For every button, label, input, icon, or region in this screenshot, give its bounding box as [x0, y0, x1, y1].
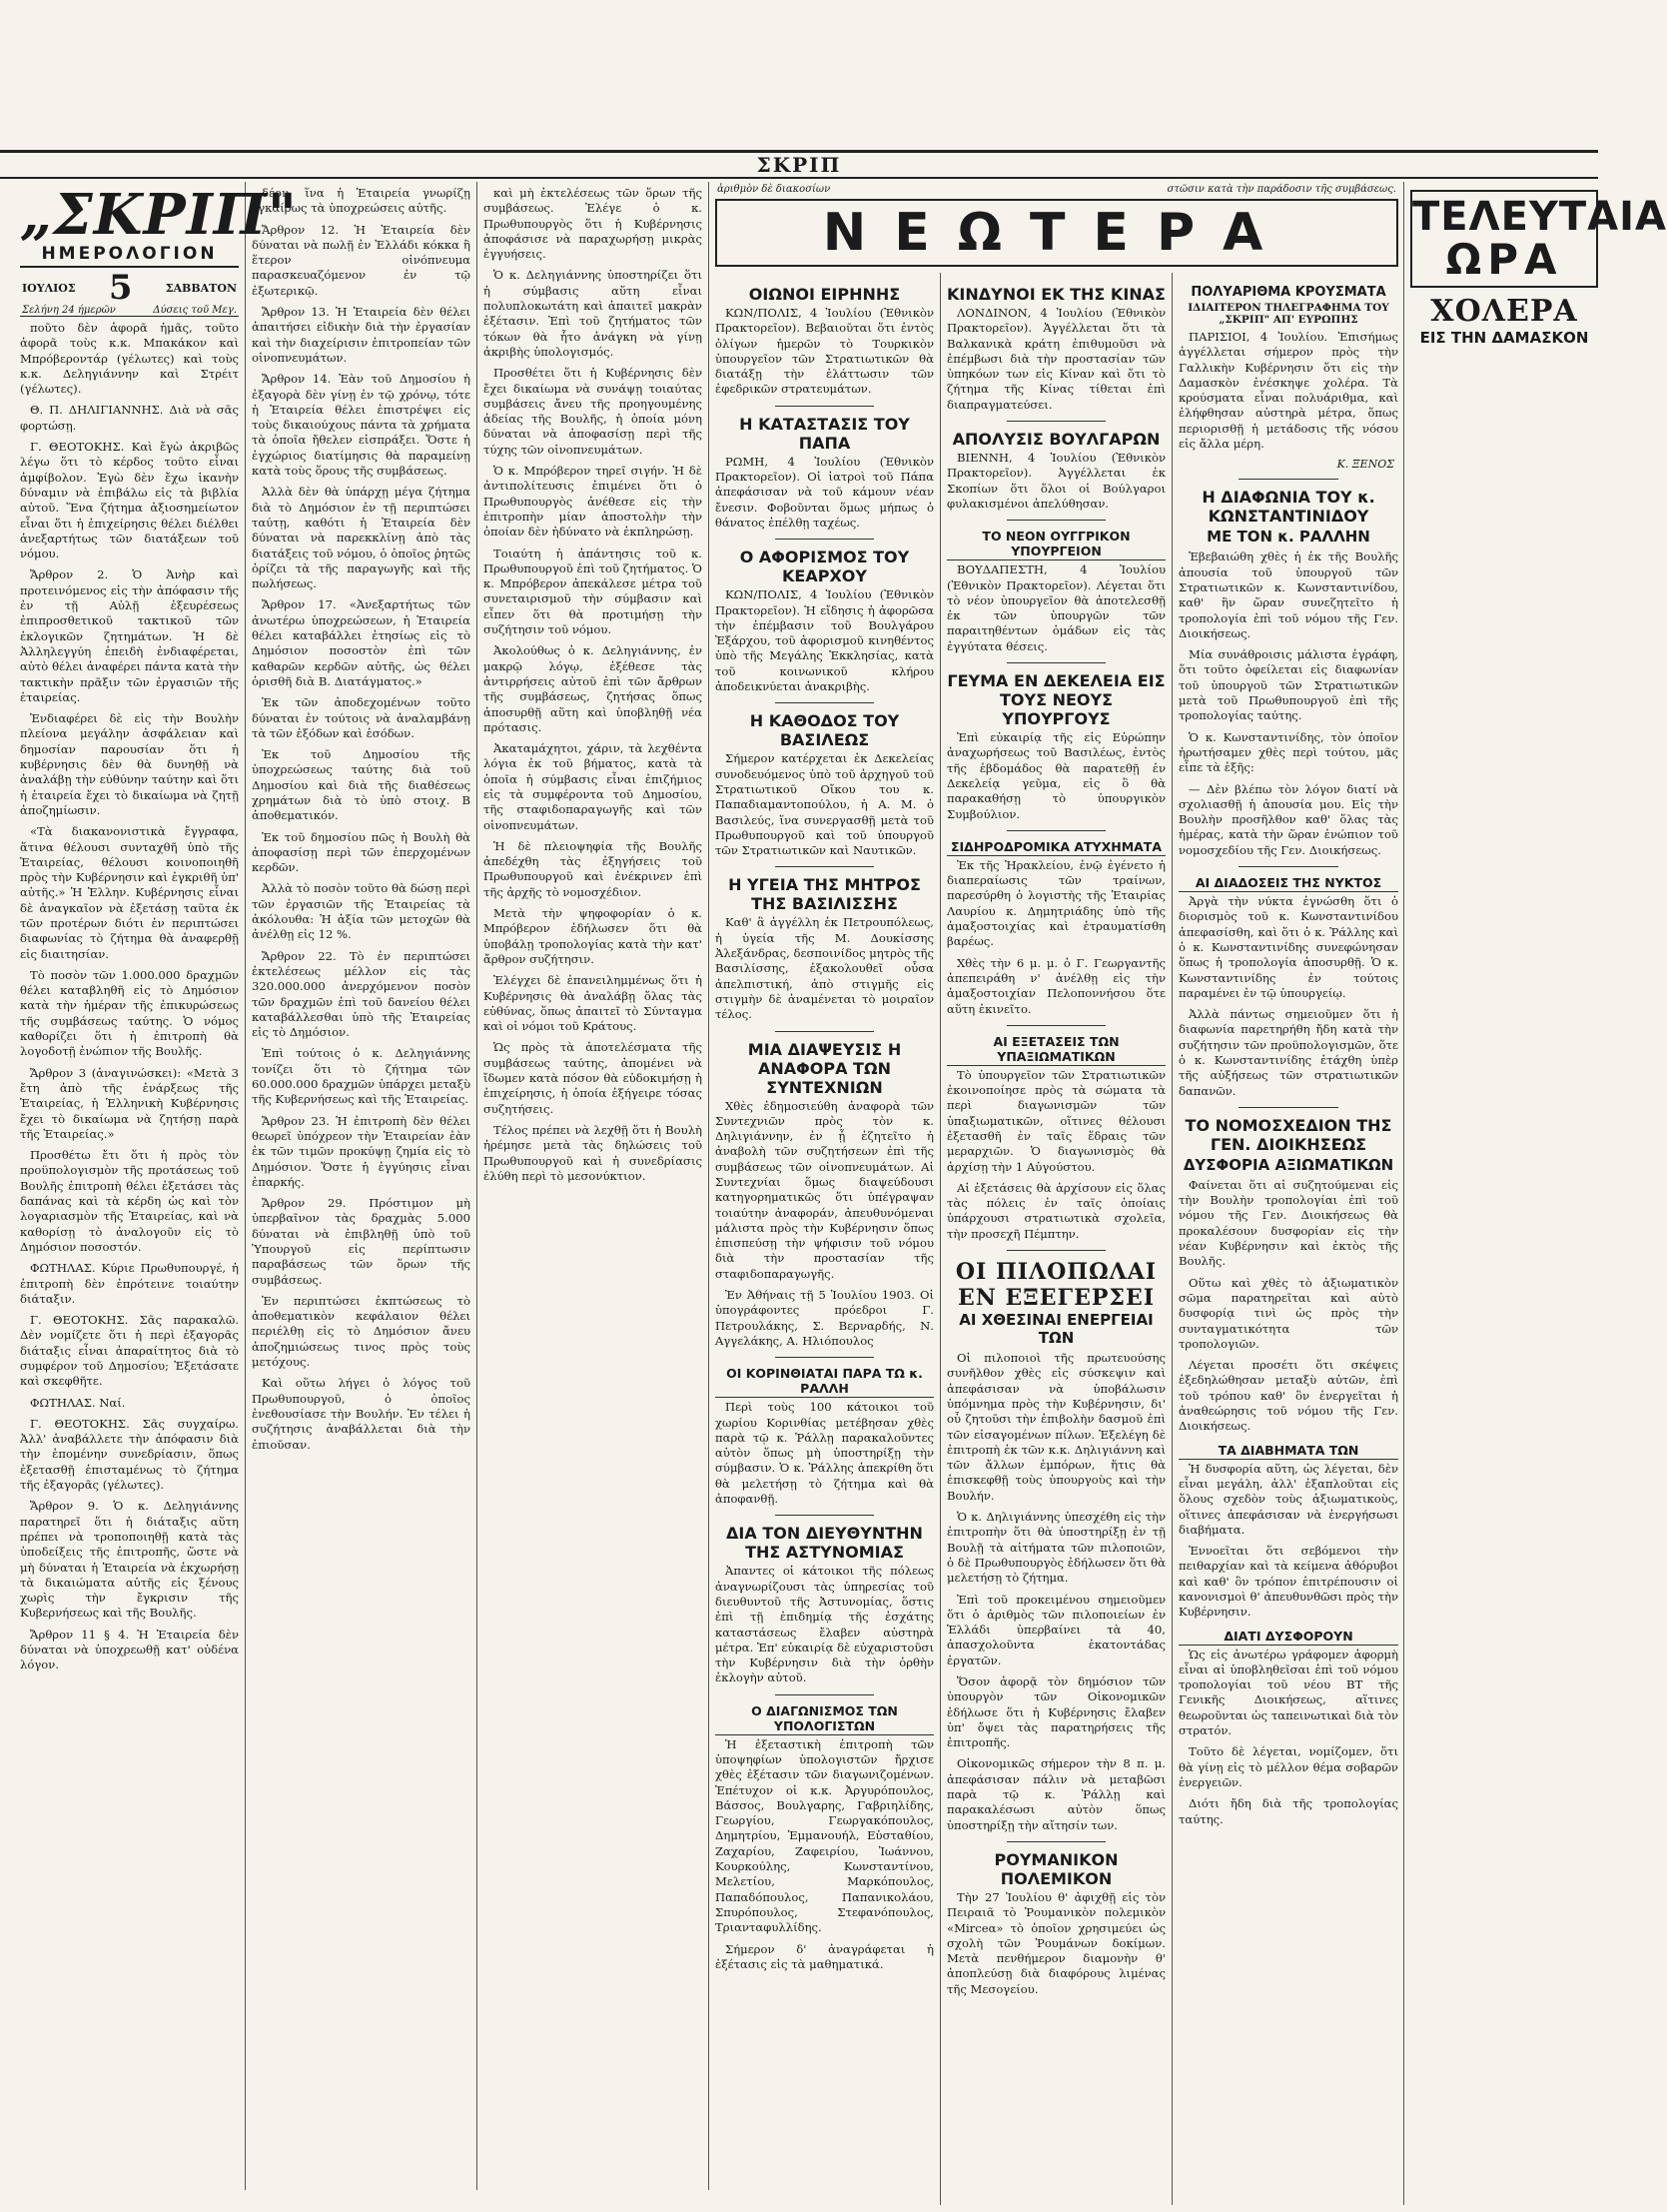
headline: ΧΟΛΕΡΑ	[1430, 294, 1578, 329]
headline: ΑΠΟΛΥΣΙΣ ΒΟΥΛΓΑΡΩΝ	[952, 430, 1161, 450]
article-paragraph: Οἰκονομικῶς σήμερον τὴν 8 π. μ. ἀπεφάσισαν πάλιν νὰ μεταβῶσι παρὰ τῷ κ. Ῥάλλῃ καὶ παρακαλέσωσι αὐτὸν ὅπως ὑποστηρίξῃ τὴν αἴτησίν των.	[947, 1756, 1166, 1832]
headline: ΔΙΑΤΙ ΔΥΣΦΟΡΟΥΝ	[1179, 1629, 1398, 1646]
article-paragraph: Γ. ΘΕΟΤΟΚΗΣ. Καὶ ἔγὼ ἀκριβῶς λέγω ὅτι τὸ κέρδος τοῦτο εἶναι ἀμφίβολον. Ἐγὼ δὲν ἔχω ἱκανὴν δύναμιν νὰ ἐπιβάλω εἰς τὰ βιβλία αὐτοῦ. Ἕνα ζήτημα ἀξιοσημείωτον εἶναι ὅτι ἡ ἐπιχείρησις θέλει διέλθει ἀνεξαρτήτως τῶν διατάξεων τοῦ νόμου.	[20, 440, 239, 561]
column-7	[1404, 182, 1667, 2190]
article-paragraph: Ὁ κ. Δεληγιάννης ὑποστηρίζει ὅτι ἡ σύμβασις αὕτη εἶναι πολυπλοκωτάτη καὶ ἀπαιτεῖ μακρὰν ἐξέτασιν. Ἐπὶ τοῦ ζητήματος τῶν τόκων θὰ ἦτο ἀνάγκη νὰ γίνῃ ἀκριβὴς ὑπολογισμός.	[483, 268, 702, 359]
article-paragraph: «Τὰ διακανονιστικὰ ἔγγραφα, ἅτινα θέλουσι συνταχθῆ ὑπὸ τῆς Ἑταιρείας, θέλουσι κοινοποιηθῆ πρὸς τὴν Κυβέρνησιν καὶ ἐγκριθῆ ὑπ' αὐτῆς.» Ἡ Ἑλλην. Κυβέρνησις εἶναι δὲ ἀναγκαῖον νὰ ἐξετάσῃ ταῦτα ἐκ τῶν προτέρων διότι ἐν περιπτώσει διαφωνίας τὸ ζήτημα θὰ ἀναφερθῇ εἰς διαιτησίαν.	[20, 824, 239, 961]
divider	[1007, 520, 1106, 521]
article-paragraph: Ἡ ἐξεταστικὴ ἐπιτροπὴ τῶν ὑποψηφίων ὑπολογιστῶν ἤρχισε χθὲς ἐξέτασιν τῶν διαγωνιζομένων. Ἐπέτυχον οἱ κ.κ. Ἀργυρόπουλος, Βάσσος, Βουλγαρης, Γαβριηλίδης, Γεωργίου, Γεωργακόπουλος, Δημητρίου, Ἐμμανουήλ, Εὐσταθίου, Ζαχαρίου, Ζαφειρίου, Ἰωάννου, Κουρκούλης, Κωνσταντίνου, Μελετίου, Μαρκόπουλος, Παπαδόπουλος, Παπανικολάου, Σπυρόπουλος, Στεφανόπουλος, Τριανταφυλλίδης.	[715, 1736, 934, 1935]
article-paragraph: Ἀργὰ τὴν νύκτα ἐγνώσθη ὅτι ὁ διορισμὸς τοῦ κ. Κωνσταντινίδου ἀπεφασίσθη, καὶ ὅτι ὁ κ. Ῥάλλης καὶ ὁ κ. Κωνσταντινίδης συνεφώνησαν ὅπως ἡ τροπολογία ἀποσυρθῇ. Ὁ κ. Κωνσταντινίδης ἐν τούτοις παραμένει ἐν τῷ ὑπουργείῳ.	[1179, 894, 1398, 1000]
neotera-top-strip	[709, 182, 1404, 195]
article-paragraph: Ὡς πρὸς τὰ ἀποτελέσματα τῆς συμβάσεως ταύτης, ἀπομένει νὰ ἴδωμεν κατὰ πόσον θὰ εὐδοκιμήσῃ ἡ ἐπιχείρησις, ἡ ὁποία ἐξήγειρε τόσας συζητήσεις.	[483, 1040, 702, 1116]
article-paragraph: Τὴν 27 Ἰουλίου θ' ἀφιχθῇ εἰς τὸν Πειραιᾶ τὸ Ῥουμανικὸν πολεμικὸν «Μirceα» τὸ ὁποῖον χρησιμεύει ὡς σχολὴ τῶν Ῥουμάνων δοκίμων. Μετὰ πενθήμερον διαμονὴν θ' ἀποπλεύσῃ διὰ διαφόρους λιμένας τῆς Μεσογείου.	[947, 1889, 1166, 1996]
article-signature: Ἐν Ἀθήναις τῇ 5 Ἰουλίου 1903. Οἱ ὑπογράφοντες πρόεδροι Γ. Πετρουλάκης, Σ. Βερναρδής, Ν. Αγγελάκης, Α. Ηλιόπουλος	[715, 1288, 934, 1348]
headline: ΤΟ ΝΕΟΝ ΟΥΓΓΡΙΚΟΝ ΥΠΟΥΡΓΕΙΟΝ	[947, 529, 1166, 560]
headline: ΔΙΑ ΤΟΝ ΔΙΕΥΘΥΝΤΗΝ ΤΗΣ ΑΣΤΥΝΟΜΙΑΣ	[726, 1524, 923, 1563]
headline: ΜΙΑ ΔΙΑΨΕΥΣΙΣ Η ΑΝΑΦΟΡΑ ΤΩΝ ΣΥΝΤΕΧΝΙΩΝ	[747, 1039, 902, 1097]
headline: Ο ΔΙΑΓΩΝΙΣΜΟΣ ΤΩΝ ΥΠΟΛΟΓΙΣΤΩΝ	[715, 1703, 934, 1735]
divider	[775, 1031, 874, 1032]
subheadline: ΜΕ ΤΟΝ κ. ΡΑΛΛΗΝ	[1207, 528, 1370, 547]
article-paragraph: Λέγεται προσέτι ὅτι σκέψεις ἐξεδηλώθησαν μεταξὺ αὐτῶν, ἐπὶ τοῦ τρόπου καθ' ὃν ἐνεργεῖται ἡ ἀναθεώρησις τοῦ νόμου τῆς Γεν. Διοικήσεως.	[1179, 1358, 1398, 1434]
article-paragraph: ΛΟΝΔΙΝΟΝ, 4 Ἰουλίου (Ἐθνικὸν Πρακτορεῖον). Ἀγγέλλεται ὅτι τὰ Βαλκανικὰ κράτη ἐπιθυμοῦσι νὰ ἐπέμβωσι διὰ τὴν προστασίαν τῶν ὑπηκόων των εἰς Κίναν καὶ ὅτι τὸ ζήτημα τῆς Κίνας τίθεται ἐπὶ διαπραγματεύσει.	[947, 306, 1166, 412]
article-paragraph: ΦΩΤΗΛΑΣ. Κύριε Πρωθυπουργέ, ἡ ἐπιτροπὴ δὲν ἐπρότεινε τοιαύτην διάταξιν.	[20, 1261, 239, 1306]
article-paragraph: Σήμερον δ' ἀναγράφεται ἡ ἐξέτασις εἰς τὰ μαθηματικά.	[715, 1941, 934, 1971]
article-paragraph: Ἐν περιπτώσει ἐκπτώσεως τὸ ἀποθεματικὸν κεφάλαιον θέλει περιέλθῃ εἰς τὸ Δημόσιον ἄνευ ἀποζημιώσεως τινος πρὸς τοὺς μετόχους.	[252, 1293, 470, 1370]
article-paragraph: Ἐκ τοῦ Δημοσίου τῆς ὑποχρεώσεως ταύτης διὰ τοῦ Δημοσίου καὶ διὰ τῆς διαθέσεως χρημάτων διὰ τὸ ὑπὸ στοιχ. Β ἀποθεματικόν.	[252, 747, 470, 823]
columns	[14, 182, 1667, 2190]
headline: Η ΔΙΑΦΩΝΙΑ ΤΟΥ κ. ΚΩΝΣΤΑΝΤΙΝΙΔΟΥ	[1202, 488, 1375, 527]
article-paragraph: Ὁ κ. Κωνσταντινίδης, τὸν ὁποῖον ἠρωτήσαμεν χθὲς περὶ τούτου, μᾶς εἶπε τὰ ἑξῆς:	[1179, 729, 1398, 775]
divider	[775, 866, 874, 867]
article-paragraph: ΒΙΕΝΝΗ, 4 Ἰουλίου (Ἐθνικὸν Πρακτορεῖον). Ἀγγέλλεται ἐκ Σκοπίων ὅτι ὅλοι οἱ Βούλγαροι φυλακισμένοι ἀπελύθησαν.	[947, 451, 1166, 511]
article-paragraph: Τοιαύτη ἡ ἀπάντησις τοῦ κ. Πρωθυπουργοῦ ἐπὶ τοῦ ζητήματος. Ὁ κ. Μπρόβερον ἀπεκάλεσε μέτρα τοῦ συνεταιρισμοῦ τὴν σύμβασιν καὶ εἶπεν ὅτι θὰ προτιμήσῃ τὴν συζήτησιν τοῦ νόμου.	[483, 546, 702, 637]
article-paragraph: Γ. ΘΕΟΤΟΚΗΣ. Σᾶς συγχαίρω. Ἀλλ' ἀναβάλλετε τὴν ἀπόφασιν διὰ τὴν ἑπομένην συνεδρίασιν, ὅπως ἐξετασθῇ ἐπισταμένως τὸ ζήτημα τῆς ἐξαγορᾶς (γέλωτες).	[20, 1416, 239, 1493]
column-3	[477, 182, 709, 2190]
article-paragraph: Προσθέτει ὅτι ἡ Κυβέρνησις δὲν ἔχει δικαίωμα νὰ συνάψῃ τοιαύτας συμβάσεις ἄνευ τῆς προηγουμένης ἀδείας τῆς Βουλῆς, ἡ ὁποία μόνη δύναται νὰ ἀποφασίσῃ περὶ τῆς τύχης τῶν οἰνοπνευμάτων.	[483, 366, 702, 457]
article-paragraph: Ἄρθρον 14. Ἐὰν τοῦ Δημοσίου ἡ ἐξαγορὰ δὲν γίνῃ ἐν τῷ χρόνῳ, τότε ἡ Ἑταιρεία θέλει ἐπιστρέψει εἰς τοὺς δικαιούχους πάντα τὰ χρήματα τὰ ὁποῖα ἤθελεν εἰσπράξει. Ὅστε ἡ ἐγχώριος διατίμησις θὰ παραμείνῃ κατὰ τοὺς ὅρους τῆς συμβάσεως.	[252, 372, 470, 479]
top-running-head: ΣΚΡΙΠ	[0, 150, 1598, 179]
article-paragraph: Ὁ κ. Δηλιγιάννης ὑπεσχέθη εἰς τὴν ἐπιτροπὴν ὅτι θὰ ὑποστηρίξῃ ἐν τῇ Βουλῇ τὰ αἰτήματα τῶν πιλοποιῶν, ὁ δὲ Πρωθυπουργὸς ἐδήλωσεν ὅτι θὰ μελετήσῃ τὸ ζήτημα.	[947, 1510, 1166, 1586]
article-paragraph: Ἐπὶ τοῦ προκειμένου σημειοῦμεν ὅτι ὁ ἀριθμὸς τῶν πιλοποιείων ἐν Ἑλλάδι ὑπερβαίνει τὰ 40, ἀπασχολοῦντα ἑκατοντάδας ἐργατῶν.	[947, 1592, 1166, 1667]
headline: ΟΙ ΠΙΛΟΠΩΛΑΙ ΕΝ ΕΞΕΓΕΡΣΕΙ	[955, 1259, 1158, 1312]
article-paragraph: Ἐκ τῆς Ἡρακλείου, ἐνῷ ἐγένετο ἡ διαπεραίωσις τῶν τραίνων, παρεσύρθη ὁ λογιστὴς τῆς Ἑταιρίας Λαυρίου κ. Δημητριάδης ὑπὸ τῆς ἁμαξοστοιχίας καὶ ἐτραυματίσθη βαρέως.	[947, 857, 1166, 949]
dateline	[20, 268, 239, 308]
subheadline: ΕΙΣ ΤΗΝ ΔΑΜΑΣΚΟΝ	[1419, 329, 1589, 347]
article-paragraph: καὶ μὴ ἐκτελέσεως τῶν ὅρων τῆς συμβάσεως. Ἐλέγε ὁ κ. Πρωθυπουργὸς ὅτι ἡ Κυβέρνησις ἀποφάσισε νὰ παραχωρήσῃ μικρὰς ἐγγυήσεις.	[483, 186, 702, 262]
nameplate-box	[20, 182, 298, 317]
dateline-weekday: ΣΑΒΒΑΤΟΝ	[165, 281, 237, 295]
article-paragraph: ΚΩΝ/ΠΟΛΙΣ, 4 Ἰουλίου (Ἐθνικὸν Πρακτορεῖον). Βεβαιοῦται ὅτι ἐντὸς ὀλίγων ἡμερῶν τὸ Τουρκικὸν ὑπουργεῖον τῶν Στρατιωτικῶν θὰ διατάξῃ τὴν ἐλάττωσιν τῶν ἐφεδρικῶν στρατευμάτων.	[715, 306, 934, 397]
divider	[1007, 662, 1106, 663]
headline: ΓΕΥΜΑ ΕΝ ΔΕΚΕΛΕΙΑ ΕΙΣ ΤΟΥΣ ΝΕΟΥΣ ΥΠΟΥΡΓΟΥΣ	[947, 671, 1166, 729]
column-1	[14, 182, 298, 2190]
article-paragraph: Τὸ ποσὸν τῶν 1.000.000 δραχμῶν θέλει καταβληθῆ εἰς τὸ Δημόσιον κατὰ τὴν ἡμέραν τῆς ἐπικυρώσεως τῆς συμβάσεως ταύτης. Ὁ νόμος καθορίζει ὅτι ἡ ἐπιτροπὴ θὰ λογοδοτῇ ἐνώπιον τῆς Βουλῆς.	[20, 967, 239, 1059]
article-paragraph: Ἐκ τῶν ἀποδεχομένων τοῦτο δύναται ἐν τούτοις νὰ ἀναλαμβάνῃ τὰ τῶν ἐξόδων καὶ ἐσόδων.	[252, 695, 470, 740]
article-paragraph: Ἐπὶ εὐκαιρίᾳ τῆς εἰς Εὐρώπην ἀναχωρήσεως τοῦ Βασιλέως, ἐντὸς τῆς ἑβδομάδος θὰ παρατεθῇ ἐν Δεκελείᾳ γεῦμα, εἰς ὃ θὰ παρακαθήσῃ τὸ ὑπουργικὸν Συμβούλιον.	[947, 730, 1166, 821]
article-paragraph: Ἀλλὰ τὸ ποσὸν τοῦτο θὰ δώσῃ περὶ τῶν ἐργασιῶν τῆς Ἑταιρείας τὰ ἀκόλουθα: Ἡ ἀξία τῶν μετοχῶν θὰ ἀνέλθῃ εἰς 12 %.	[252, 881, 470, 942]
article-paragraph: Ἄρθρον 11 § 4. Ἡ Ἑταιρεία δὲν δύναται νὰ ὑποχρεωθῇ κατ' οὐδένα λόγον.	[20, 1627, 239, 1672]
article-paragraph: Αἱ ἐξετάσεις θὰ ἀρχίσουν εἰς ὅλας τὰς πόλεις ἐν ταῖς ὁποίαις ὑπάρχουσι στρατιωτικὰ σχολεῖα, τὴν προσεχῆ Πέμπτην.	[947, 1180, 1166, 1241]
neotera-columns	[709, 273, 1404, 2205]
divider	[1239, 866, 1338, 867]
article-paragraph: ΠΑΡΙΣΙΟΙ, 4 Ἰουλίου. Ἐπισήμως ἀγγέλλεται σήμερον πρὸς τὴν Γαλλικὴν Κυβέρνησιν ὅτι εἰς τὴν Δαμασκὸν ἐνέσκηψε χολέρα. Τὰ κρούσματα εἶναι πολυάριθμα, καὶ ἐλήφθησαν αὐστηρὰ μέτρα, ὅπως περιορισθῇ ἡ μετάδοσις τῆς νόσου εἰς ἄλλα μέρη.	[1179, 330, 1398, 452]
article-paragraph: Μετὰ τὴν ψηφοφορίαν ὁ κ. Μπρόβερον ἐδήλωσεν ὅτι θὰ ὑποβάλῃ τροπολογίας κατὰ τὴν κατ' ἄρθρον συζήτησιν.	[483, 906, 702, 966]
headline: ΑΙ ΔΙΑΔΟΣΕΙΣ ΤΗΣ ΝΥΚΤΟΣ	[1179, 875, 1398, 892]
divider	[775, 406, 874, 407]
divider	[775, 702, 874, 703]
headline: Η ΚΑΘΟΔΟΣ ΤΟΥ ΒΑΣΙΛΕΩΣ	[749, 711, 900, 750]
article-paragraph: Ὅσον ἀφορᾷ τὸν δημόσιον τῶν ὑπουργὸν τῶν Οἰκονομικῶν ἐδήλωσε ὅτι ἡ Κυβέρνησις ἔλαβεν ὑπ' ὄψει τὰς παρατηρήσεις τῆς ἐπιτροπῆς.	[947, 1674, 1166, 1750]
article-paragraph: Ἐννοεῖται ὅτι σεβόμενοι τὴν πειθαρχίαν καὶ τὰ κείμενα ἀθόρυβοι καὶ καθ' ὃν τρόπον ἐπιτρέπουσιν οἱ κανονισμοὶ θ' ἀπευθυνθῶσι πρὸς τὴν Κυβέρνησιν.	[1179, 1544, 1398, 1620]
article-paragraph: Διότι ἤδη διὰ τῆς τροπολογίας ταύτης.	[1179, 1796, 1398, 1826]
column-2	[246, 182, 477, 2190]
article-paragraph: Ὁ κ. Μπρόβερον τηρεῖ σιγήν. Ἡ δὲ ἀντιπολίτευσις ἐπιμένει ὅτι ὁ Πρωθυπουργὸς ἀνέθεσε εἰς τὴν ἐπιτροπὴν μίαν ἀποστολὴν τὴν ὁποίαν δὲν ἠδύνατο νὰ ἐκπληρώσῃ.	[483, 464, 702, 540]
article-paragraph: δέον, ἵνα ἡ Ἑταιρεία γνωρίζῃ ἐγκαίρως τὰ ὑποχρεώσεις αὐτῆς.	[252, 186, 470, 216]
neotera-title: ΝΕΩΤΕΡΑ	[715, 199, 1398, 267]
divider	[1007, 421, 1106, 422]
nameplate-subtitle: ΗΜΕΡΟΛΟΓΙΟΝ	[20, 244, 239, 268]
byline: ΙΔΙΑΙΤΕΡΟΝ ΤΗΛΕΓΡΑΦΗΜΑ ΤΟΥ „ΣΚΡΙΠ" ΑΠ' ΕΥΡΩΠΗΣ	[1188, 302, 1389, 326]
column-6	[1173, 273, 1404, 2205]
headline: ΟΙ ΚΟΡΙΝΘΙΑΤΑΙ ΠΑΡΑ ΤΩ κ. ΡΑΛΛΗ	[715, 1366, 934, 1398]
article-paragraph: ΚΩΝ/ΠΟΛΙΣ, 4 Ἰουλίου (Ἐθνικὸν Πρακτορεῖον). Ἡ εἴδησις ἡ ἀφορῶσα τὴν ἐπέμβασιν τοῦ Βουλγάρου Ἐξάρχου, τοῦ ἀφορισμοῦ κινηθέντος ὑπὸ τῆς Μεγάλης Ἐκκλησίας, κατὰ τοῦ κοινωνικοῦ κλήρου ἀποδεικνύεται ἀνακριβὴς.	[715, 587, 934, 694]
headline: ΟΙΩΝΟΙ ΕΙΡΗΝΗΣ	[748, 285, 901, 304]
article-signature: Κ. ΞΕΝΟΣ	[1336, 458, 1394, 472]
dateline-moon: Σελήνη 24 ήμερῶν	[22, 305, 116, 316]
article-paragraph: Ἄρθρον 29. Πρόστιμον μὴ ὑπερβαῖνον τὰς δραχμὰς 5.000 δύναται νὰ ἐπιβληθῇ ὑπὸ τοῦ Ὑπουργοῦ εἰς περίπτωσιν παραβάσεως τῶν ὅρων τῆς συμβάσεως.	[252, 1196, 470, 1287]
article-paragraph: Ἐκ τοῦ δημοσίου πῶς ἡ Βουλὴ θὰ ἀποφασίσῃ περὶ τῶν ἐπερχομένων κερδῶν.	[252, 829, 470, 875]
headline: ΠΟΛΥΑΡΙΘΜΑ ΚΡΟΥΣΜΑΤΑ	[1191, 285, 1386, 300]
article-paragraph: Ὡς εἰς ἀνωτέρω γράφομεν ἀφορμὴ εἶναι αἱ ὑποβληθεῖσαι ἐπὶ τοῦ νόμου τροπολογίαι τοῦ νέου ΒΤ τῆς Γενικῆς Διοικήσεως, αἵτινες θεωροῦνται ὡς ταπεινωτικαὶ διὰ τὸν στρατόν.	[1179, 1647, 1398, 1738]
article-paragraph: Περὶ τοὺς 100 κάτοικοι τοῦ χωρίου Κορινθίας μετέβησαν χθὲς παρὰ τῷ κ. Ῥάλλῃ παρακαλοῦντες αὐτὸν ὅπως μὴ ὑποστηρίξῃ τὴν σύμβασιν. Ὁ κ. Ῥάλλης ἀπεκρίθη ὅτι θὰ μελετήσῃ τὸ ζήτημα καὶ θὰ ἀποφανθῇ.	[715, 1400, 934, 1507]
last-hour-title-2: ΩΡΑ	[1445, 235, 1563, 284]
article-paragraph: Ἄρθρον 12. Ἡ Ἑταιρεία δὲν δύναται νὰ πωλῇ ἐν Ἑλλάδι κόκκα ἢ ἕτερον οἰνόπνευμα παρασκευαζόμενον ἐν τῷ ἐξωτερικῷ.	[252, 222, 470, 298]
article-paragraph: Οὕτω καὶ χθὲς τὸ ἀξιωματικὸν σῶμα παρατηρεῖται καὶ αὐτὸ δυσφορίᾳ τινὶ ὡς πρὸς τὴν συνταγματικότητα τῶν τροπολογιῶν.	[1179, 1275, 1398, 1351]
article-paragraph: Ἄρθρον 17. «Ἀνεξαρτήτως τῶν ἀνωτέρω ὑποχρεώσεων, ἡ Ἑταιρεία θέλει καταβάλλει ἐτησίως εἰς τὸ Δημόσιον ποσοστὸν ἐπὶ τῶν καθαρῶν κερδῶν αὐτῆς, ὡς θέλει ὁρισθῆ διὰ Β. Διατάγματος.»	[252, 597, 470, 688]
headline: Η ΚΑΤΑΣΤΑΣΙΣ ΤΟΥ ΠΑΠΑ	[739, 414, 910, 453]
article-paragraph: Οἱ πιλοποιοὶ τῆς πρωτευούσης συνῆλθον χθὲς εἰς σύσκεψιν καὶ ἀπεφάσισαν νὰ ὑποβάλωσιν ὑπόμνημα πρὸς τὴν Κυβέρνησιν, δι' οὗ ζητοῦσι τὴν ἐπιβολὴν δασμοῦ ἐπὶ τῶν εἰσαγομένων πίλων. Ἐξελέγη δὲ ἐπιτροπὴ ἐκ τῶν κ.κ. Δηλιγιάννη καὶ τῶν ἄλλων ἐμπόρων, ἥτις θὰ ἐπισκεφθῇ τοὺς ὑπουργοὺς καὶ τὴν Βουλήν.	[947, 1351, 1166, 1503]
article-paragraph: Ἀπαντες οἱ κάτοικοι τῆς πόλεως ἀναγνωρίζουσι τὰς ὑπηρεσίας τοῦ διευθυντοῦ τῆς Ἀστυνομίας, ὅστις ἐπὶ τῇ ἐπιδημίᾳ τῆς ἐσχάτης καταστάσεως ἔλαβεν αὐστηρὰ μέτρα. Ἐπ' εὐκαιρίᾳ δὲ εὐχαριστοῦσι τὴν Κυβέρνησιν διὰ τὴν ὀρθὴν ἐκλογὴν αὐτοῦ.	[715, 1564, 934, 1685]
column-5	[941, 273, 1173, 2205]
article-paragraph: Τὸ ὑπουργεῖον τῶν Στρατιωτικῶν ἐκοινοποίησε πρὸς τὰ σώματα τὰ περὶ διαγωνισμῶν τῶν ὑπαξιωματικῶν, οἵτινες θέλουσι ἐξετασθῆ ἐν ταῖς ἕδραις τῶν μεραρχιῶν. Ὁ διαγωνισμὸς θὰ ἀρχίσῃ τὴν 1 Αὐγούστου.	[947, 1067, 1166, 1174]
article-paragraph: Ἀλλὰ δὲν θὰ ὑπάρχῃ μέγα ζήτημα διὰ τὸ Δημόσιον ἐν τῇ περιπτώσει ταύτῃ, καθότι ἡ Ἑταιρεία δὲν δύναται νὰ παρεκκλίνῃ ἀπὸ τὰς διατάξεις τοῦ νόμου, ὁ ὁποῖος ῥητῶς ὁρίζει τὰ τῆς παραγωγῆς καὶ τῆς πωλήσεως.	[252, 485, 470, 591]
headline: ΤΑ ΔΙΑΒΗΜΑΤΑ ΤΩΝ	[1179, 1443, 1398, 1460]
article-paragraph: Καθ' ἃ ἀγγέλλη ἐκ Πετρουπόλεως, ἡ ὑγεία τῆς Μ. Δουκίσσης Ἀλεξάνδρας, δεσποινίδος μητρὸς τῆς Βασιλίσσης, ἐξακολουθεῖ οὖσα ἀπελπιστική, ἀπὸ στιγμῆς εἰς στιγμὴν δὲ ἀναμένεται τὸ μοιραῖον τέλος.	[715, 915, 934, 1022]
neotera-top-strip-left: ἀριθμὸν δὲ διακοσίων	[717, 184, 831, 195]
last-hour-title-1: ΤΕΛΕΥΤΑΙΑ	[1412, 194, 1667, 240]
article-paragraph: Ἀκαταμάχητοι, χάριν, τὰ λεχθέντα λόγια ἐκ τοῦ βήματος, κατὰ τὰ ὁποῖα ἡ σύμβασις εἶναι ἐπιζήμιος εἰς τὰ συμφέροντα τοῦ Δημοσίου, τῆς σταφιδοπαραγωγῆς καὶ τῶν οἰνοπνευμάτων.	[483, 741, 702, 832]
headline: Η ΥΓΕΙΑ ΤΗΣ ΜΗΤΡΟΣ ΤΗΣ ΒΑΣΙΛΙΣΣΗΣ	[728, 875, 921, 914]
article-paragraph: Τέλος πρέπει νὰ λεχθῇ ὅτι ἡ Βουλὴ ἠρέμησε μετὰ τὰς δηλώσεις τοῦ Πρωθυπουργοῦ καὶ ἡ συνεδρίασις ἐλύθη περὶ τὸ μεσονύκτιον.	[483, 1122, 702, 1183]
article-paragraph: ΦΩΤΗΛΑΣ. Ναί.	[30, 1395, 126, 1410]
divider	[1007, 1025, 1106, 1026]
article-paragraph: Ἄρθρον 22. Τὸ ἐν περιπτώσει ἐκτελέσεως μέλλον εἰς τὰς 320.000.000 ἀνερχόμενον ποσὸν τῶν δραχμῶν ἐπὶ τοῦ δανείου θέλει καταβάλλεσθαι ὑπὸ τῆς Ἑταιρείας εἰς τὸ Δημόσιον.	[252, 948, 470, 1040]
dateline-sunset: Δύσεις τοῦ Μεγ.	[153, 305, 237, 316]
headline: ΣΙΔΗΡΟΔΡΟΜΙΚΑ ΑΤΥΧΗΜΑΤΑ	[947, 839, 1166, 856]
article-paragraph: Ἐπὶ τούτοις ὁ κ. Δεληγιάννης τονίζει ὅτι τὸ ζήτημα τῶν 60.000.000 δραχμῶν ὑπάρχει μεταξὺ τῆς Κυβερνήσεως καὶ τῆς Ἑταιρείας.	[252, 1046, 470, 1107]
divider	[1007, 1841, 1106, 1842]
article-paragraph: Γ. ΘΕΟΤΟΚΗΣ. Σᾶς παρακαλῶ. Δὲν νομίζετε ὅτι ἡ περὶ ἐξαγορᾶς διάταξις εἶναι ἀπαραίτητος διὰ τὸ συμφέρον τοῦ Δημοσίου; Ἐξετάσατε καὶ σκεφθῆτε.	[20, 1313, 239, 1389]
divider	[775, 1515, 874, 1516]
article-paragraph: Ἄρθρον 13. Ἡ Ἑταιρεία δὲν θέλει ἀπαιτήσει εἰδικὴν διὰ τὴν ἐργασίαν καὶ τὴν διαχείρισιν ἐπιτροπείαν τῶν οἰνοπνευμάτων.	[252, 305, 470, 365]
article-paragraph: Ἄρθρον 3 (ἀναγινώσκει): «Μετὰ 3 ἔτη ἀπὸ τῆς ἐνάρξεως τῆς Ἑταιρείας, ἡ Ἑλληνικὴ Κυβέρνησις ἔχει τὸ δικαίωμα νὰ ζητήσῃ παρὰ τῆς Ἑταιρείας.»	[20, 1065, 239, 1141]
neotera-top-strip-right: στῶσιν κατὰ τὴν παράδοσιν τῆς συμβάσεως.	[1167, 184, 1396, 195]
divider	[775, 1357, 874, 1358]
headline: ΑΙ ΕΞΕΤΑΣΕΙΣ ΤΩΝ ΥΠΑΞΙΩΜΑΤΙΚΩΝ	[947, 1034, 1166, 1066]
column-4	[709, 273, 941, 2205]
headline: ΚΙΝΔΥΝΟΙ ΕΚ ΤΗΣ ΚΙΝΑΣ	[947, 285, 1166, 304]
article-paragraph: Καὶ οὕτω λήγει ὁ λόγος τοῦ Πρωθυπουργοῦ, ὁ ὁποῖος ἐνεθουσίασε τὴν Βουλήν. Ἐν τέλει ἡ συζήτησις ἀναβάλλεται διὰ τὴν ἐπιοῦσαν.	[252, 1376, 470, 1452]
nameplate-title: „ΣΚΡΙΠ"	[20, 182, 298, 248]
divider	[775, 1694, 874, 1695]
article-paragraph: — Δὲν βλέπω τὸν λόγον διατί νὰ σχολιασθῇ ἡ ἀπουσία μου. Εἰς τὴν Βουλὴν προσῆλθον καθ' ὅλας τὰς ἡμέρας, κατὰ τὴν ὥραν ἐνώπιον τοῦ νομοσχεδίου τῆς Γεν. Διοικήσεως.	[1179, 781, 1398, 857]
divider	[1007, 830, 1106, 831]
divider	[1007, 1250, 1106, 1251]
article-paragraph: Ἄρθρον 2. Ὁ Ἀνὴρ καὶ προτεινόμενος εἰς τὴν ἀπόφασιν τῆς ἐν τῇ Αὐλῇ ἐξευρέσεως ἐπιπροσθετικοῦ τακτικοῦ τῶν ἐκλογικῶν ζητημάτων. Ἡ δὲ Ἀλληλεγγύη ἐπειδὴ ἐνδιαφέρεται, αὐτὸ θέλει ἀναφέρει πάντα κατὰ τὴν τακτικὴν πρᾶξιν τῶν ἐργασιῶν τῆς ἑταιρείας.	[20, 567, 239, 704]
article-paragraph: Ἡ δὲ πλειοψηφία τῆς Βουλῆς ἀπεδέχθη τὰς ἐξηγήσεις τοῦ Πρωθυπουργοῦ καὶ ἐνέκρινεν ἐπὶ τῆς ἀρχῆς τὸ νομοσχέδιον.	[483, 838, 702, 899]
article-paragraph: Ἀκολούθως ὁ κ. Δεληγιάννης, ἐν μακρῷ λόγῳ, ἐξέθεσε τὰς ἀντιρρήσεις αὐτοῦ ἐπὶ τῶν ἄρθρων τῆς συμβάσεως, ζητήσας ὅπως ἀποσυρθῇ αὕτη καὶ ὑποβληθῇ νέα πρότασις.	[483, 643, 702, 734]
article-paragraph: Χθὲς τὴν 6 μ. μ. ὁ Γ. Γεωργαντῆς ἀπεπειράθη ν' ἀνέλθῃ εἰς τὴν ἁμαξοστοιχίαν Πελοποννήσου ὅτε αὕτη ἐκινεῖτο.	[947, 955, 1166, 1016]
neotera-section	[709, 182, 1404, 2205]
headline: ΡΟΥΜΑΝΙΚΟΝ ΠΟΛΕΜΙΚΟΝ	[994, 1849, 1119, 1888]
dateline-day: 5	[108, 268, 133, 308]
article-paragraph: Προσθέτω ἔτι ὅτι ἡ πρὸς τὸν προϋπολογισμὸν τῆς προτάσεως τοῦ Βουλῆς ἐπιτροπὴ θέλει ἐξετάσει τὰς δαπάνας καὶ τὰ κέρδη ὡς καὶ τὸν λογαριασμὸν τῆς Ἑταιρείας, καὶ νὰ καθορίσῃ τὸ ἀναλογοῦν εἰς τὸ Δημόσιον ποσοστόν.	[20, 1148, 239, 1254]
article-paragraph: ποῦτο δὲν ἀφορᾶ ἡμᾶς, τοῦτο ἀφορᾶ τοὺς κ.κ. Μπακάκον καὶ Μπρόβεροντάρ (γέλωτες) καὶ τοὺς κ.κ. Δεληγιάννην καὶ Στρέιτ (γέλωτες).	[20, 321, 239, 397]
article-paragraph: Ἄρθρον 9. Ὁ κ. Δεληγιάννης παρατηρεῖ ὅτι ἡ διάταξις αὕτη πρέπει νὰ τροποποιηθῇ κατὰ τὰς ὑποδείξεις τῆς ἐπιτροπῆς, ὥστε νὰ μὴ δύναται ἡ Ἑταιρεία νὰ ἐκχωρήσῃ τὰ δικαιώματα αὐτῆς εἰς ξένους χωρὶς τὴν ἔγκρισιν τῆς Κυβερνήσεως καὶ τῆς Βουλῆς.	[20, 1499, 239, 1621]
last-hour-box	[1410, 190, 1667, 288]
article-paragraph: Μία συνάθροισις μάλιστα ἐγράφη, ὅτι τοῦτο ὀφείλεται εἰς διαφωνίαν τοῦ ὑπουργοῦ τῶν Στρατιωτικῶν μετὰ τοῦ Πρωθυπουργοῦ ἐπὶ τῆς τροπολογίας ταύτης.	[1179, 647, 1398, 723]
headline: ΤΟ ΝΟΜΟΣΧΕΔΙΟΝ ΤΗΣ ΓΕΝ. ΔΙΟΙΚΗΣΕΩΣ	[1185, 1115, 1392, 1154]
article-paragraph: ΡΩΜΗ, 4 Ἰουλίου (Ἐθνικὸν Πρακτορεῖον). Οἱ ἰατροὶ τοῦ Πάπα ἀπεφάσισαν νὰ τοῦ κάμουν νέαν ἔνεσιν. Φοβοῦνται ὅμως μήπως ὁ θάνατος ἐπέλθῃ ταχέως.	[715, 454, 934, 530]
subheadline: ΑΙ ΧΘΕΣΙΝΑΙ ΕΝΕΡΓΕΙΑΙ ΤΩΝ	[959, 1311, 1154, 1348]
divider	[1239, 479, 1338, 480]
article-paragraph: Θ. Π. ΔΗΛΙΓΙΑΝΝΗΣ. Διὰ νὰ σᾶς φορτώσῃ.	[20, 403, 239, 433]
article-paragraph: Ἀλλὰ πάντως σημειοῦμεν ὅτι ἡ διαφωνία παρετηρήθη ἤδη κατὰ τὴν συζήτησιν τῶν προϋπολογισμῶν, ὅτε ὁ κ. Κωνσταντινίδης ἐτάχθη ὑπὲρ τῆς αὐξήσεως τῶν στρατιωτικῶν δαπανῶν.	[1179, 1007, 1398, 1098]
article-paragraph: Φαίνεται ὅτι αἱ συζητούμεναι εἰς τὴν Βουλὴν τροπολογίαι ἐπὶ τοῦ νόμου τῆς Γεν. Διοικήσεως θὰ προκαλέσουν δυσφορίαν εἰς τὴν νέαν Κυβέρνησιν καὶ ἐκτὸς τῆς Βουλῆς.	[1179, 1177, 1398, 1269]
article-paragraph: Ἄρθρον 23. Ἡ ἐπιτροπὴ δὲν θέλει θεωρεῖ ὑπόχρεον τὴν Ἑταιρείαν ἐὰν ἐκ τῶν τιμῶν προκύψῃ ζημία εἰς τὸ Δημόσιον. Ὅστε ἡ ἐγγύησις εἶναι ἐπαρκής.	[252, 1113, 470, 1189]
article-paragraph: Ἐνδιαφέρει δὲ εἰς τὴν Βουλὴν πλείονα μεγάλην ἀσφάλειαν καὶ δημοσίαν παρουσίαν ὅτι ἡ κυβέρνησις δὲν θὰ δυνηθῇ νὰ ἀναλάβῃ τὴν εὐθύνην ταύτην καὶ ὅτι ἡ ἑταιρεία ἔχει τὸ δικαίωμα νὰ ζητῇ ἀποζημίωσιν.	[20, 711, 239, 817]
article-paragraph: Τοῦτο δὲ λέγεται, νομίζομεν, ὅτι θὰ γίνῃ εἰς τὸ μέλλον θέμα σοβαρῶν ἐνεργειῶν.	[1179, 1744, 1398, 1789]
article-paragraph: Ἐλέγχει δὲ ἐπανειλημμένως ὅτι ἡ Κυβέρνησις θὰ ἀναλάβῃ ὅλας τὰς εὐθύνας, ὅπως ἀπαιτεῖ τὸ Σύνταγμα καὶ οἱ νόμοι τοῦ Κράτους.	[483, 973, 702, 1034]
headline: Ο ΑΦΟΡΙΣΜΟΣ ΤΟΥ ΚΕΑΡΧΟΥ	[739, 548, 910, 586]
divider	[1239, 1107, 1338, 1108]
article-paragraph: Ἐβεβαιώθη χθὲς ἡ ἐκ τῆς Βουλῆς ἀπουσία τοῦ ὑπουργοῦ τῶν Στρατιωτικῶν κ. Κωνσταντινίδου, καθ' ἣν ὥραν συνεζητεῖτο ἡ τροπολογία ἐπὶ τοῦ νόμου τῆς Γεν. Διοικήσεως.	[1179, 550, 1398, 640]
article-paragraph: Σήμερον κατέρχεται ἐκ Δεκελείας συνοδευόμενος ὑπὸ τοῦ ἀρχηγοῦ τοῦ Στρατιωτικοῦ Οἴκου του κ. Παπαδιαμαντοπούλου, ἡ Α. Μ. ὁ Βασιλεύς, ἵνα συνεργασθῇ μετὰ τοῦ Πρωθυπουργοῦ καὶ τοῦ ὑπουργοῦ τῶν Στρατιωτικῶν καὶ Ναυτικῶν.	[715, 751, 934, 858]
article-paragraph: ΒΟΥΔΑΠΕΣΤΗ, 4 Ἰουλίου (Ἐθνικὸν Πρακτορεῖον). Λέγεται ὅτι τὸ νέον ὑπουργεῖον θὰ ἀποτελεσθῇ ἐκ τῶν ὑπουργῶν τῶν παραιτηθέντων ὁμάδων εἰς τὰς ἐγγύτατα θέσεις.	[947, 562, 1166, 653]
article-paragraph: Ἡ δυσφορία αὕτη, ὡς λέγεται, δὲν εἶναι μεγάλη, ἀλλ' ἐξαπλοῦται εἰς ὅλους σχεδὸν τοὺς ἀξιωματικοὺς, οἵτινες ἀπεφάσισαν νὰ ἐνεργήσωσι διαβήματα.	[1179, 1461, 1398, 1537]
neotera-header	[709, 182, 1404, 273]
divider	[775, 539, 874, 540]
article-paragraph: Χθὲς ἐδημοσιεύθη ἀναφορὰ τῶν Συντεχνιῶν πρὸς τὸν κ. Δηλιγιάννην, ἐν ᾗ ἐζητεῖτο ἡ ἀναβολὴ τῶν συζητήσεων ἐπὶ τῆς συμβάσεως τῶν οἰνοπνευμάτων. Αἱ Συντεχνίαι ὅμως διαψεύδουσι κατηγορηματικῶς ὅτι ὑπέγραψαν τοιαύτην ἀναφοράν, ἀπευθυνόμεναι μάλιστα πρὸς τὴν Κυβέρνησιν ὅπως ἐπισπεύσῃ τὴν ψήφισιν τοῦ νόμου διὰ τὴν προστασίαν τῆς σταφιδοπαραγωγῆς.	[715, 1098, 934, 1281]
subheadline: ΔΥΣΦΟΡΙΑ ΑΞΙΩΜΑΤΙΚΩΝ	[1183, 1155, 1394, 1174]
dateline-month: ΙΟΥΛΙΟΣ	[22, 281, 76, 295]
